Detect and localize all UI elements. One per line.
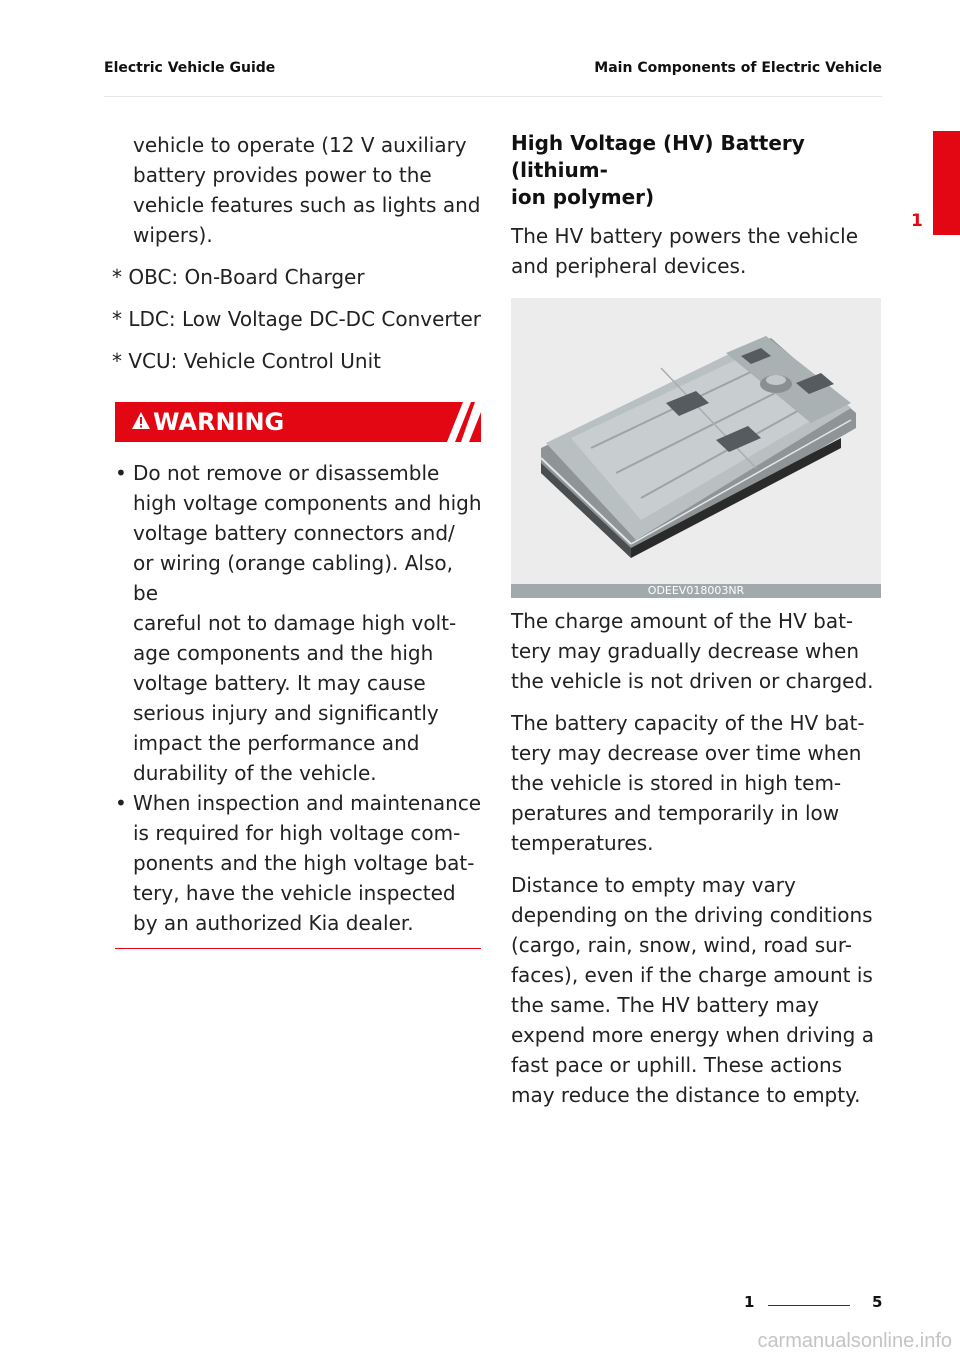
text-line: tery, have the vehicle inspected [133, 881, 456, 905]
footer-chapter-number: 1 [744, 1293, 755, 1311]
text-line: Distance to empty may vary [511, 873, 796, 897]
text-line: When inspection and maintenance [133, 791, 482, 815]
chapter-tab-number: 1 [911, 211, 923, 231]
header-guide-title: Electric Vehicle Guide [104, 60, 276, 76]
text-line: faces), even if the charge amount is [511, 963, 873, 987]
intro-paragraph [112, 130, 484, 250]
text-line: the vehicle is not driven or charged. [511, 669, 874, 693]
bullet-icon: • [115, 461, 127, 485]
heading-line: High Voltage (HV) Battery (lithium- [511, 131, 805, 182]
text-line: battery provides power to the [133, 163, 432, 187]
text-line: or wiring (orange cabling). Also, be [133, 551, 453, 605]
paragraph [511, 606, 883, 696]
right-column [511, 130, 883, 1110]
warning-item [112, 458, 484, 788]
heading-line: ion polymer) [511, 185, 655, 209]
warning-list [112, 458, 484, 938]
footer-page-number: 5 [872, 1293, 883, 1311]
footnote-obc: * OBC: On-Board Charger [112, 265, 365, 289]
header-section-title: Main Components of Electric Vehicle [594, 60, 882, 76]
text-line: impact the performance and [133, 731, 420, 755]
paragraph [511, 708, 883, 858]
footnote-ldc: * LDC: Low Voltage DC-DC Converter [112, 307, 481, 331]
text-line: (cargo, rain, snow, wind, road sur- [511, 933, 852, 957]
text-line: tery may gradually decrease when [511, 639, 860, 663]
text-line: peratures and temporarily in low [511, 801, 840, 825]
text-line: careful not to damage high volt- [133, 611, 457, 635]
footer-divider [768, 1305, 850, 1306]
text-line: is required for high voltage com- [133, 821, 461, 845]
text-line: vehicle to operate (12 V auxiliary [133, 133, 467, 157]
text-line: temperatures. [511, 831, 654, 855]
text-line: ponents and the high voltage bat- [133, 851, 475, 875]
text-line: depending on the driving conditions [511, 903, 873, 927]
text-line: The battery capacity of the HV bat- [511, 711, 865, 735]
bullet-icon: • [115, 791, 127, 815]
text-line: by an authorized Kia dealer. [133, 911, 414, 935]
warning-end-rule [115, 948, 481, 949]
section-heading [511, 130, 883, 211]
chapter-tab [933, 131, 960, 235]
warning-triangle-icon [131, 411, 151, 431]
text-line: the vehicle is stored in high tem- [511, 771, 842, 795]
warning-stripes [429, 402, 481, 442]
text-line: vehicle features such as lights and [133, 193, 481, 217]
text-line: durability of the vehicle. [133, 761, 377, 785]
battery-figure [511, 298, 881, 598]
text-line: voltage battery connectors and/ [133, 521, 455, 545]
text-line: and peripheral devices. [511, 254, 747, 278]
paragraph [511, 870, 883, 1110]
site-watermark: carmanualsonline.info [757, 1330, 952, 1352]
text-line: serious injury and significantly [133, 701, 439, 725]
text-line: The charge amount of the HV bat- [511, 609, 854, 633]
footnote-vcu: * VCU: Vehicle Control Unit [112, 349, 381, 373]
text-line: may reduce the distance to empty. [511, 1083, 861, 1107]
text-line: age components and the high [133, 641, 434, 665]
warning-banner [115, 402, 481, 442]
text-line: tery may decrease over time when [511, 741, 862, 765]
text-line: the same. The HV battery may [511, 993, 819, 1017]
header-divider [104, 96, 882, 97]
figure-caption: ODEEV018003NR [511, 584, 881, 598]
text-line: high voltage components and high [133, 491, 482, 515]
text-line: The HV battery powers the vehicle [511, 224, 858, 248]
text-line: voltage battery. It may cause [133, 671, 426, 695]
text-line: fast pace or uphill. These actions [511, 1053, 843, 1077]
warning-item [112, 788, 484, 938]
text-line: wipers). [133, 223, 213, 247]
warning-title: WARNING [153, 408, 285, 436]
left-column [112, 130, 484, 949]
battery-pack-illustration [511, 298, 881, 584]
text-line: expend more energy when driving a [511, 1023, 874, 1047]
text-line: Do not remove or disassemble [133, 461, 440, 485]
